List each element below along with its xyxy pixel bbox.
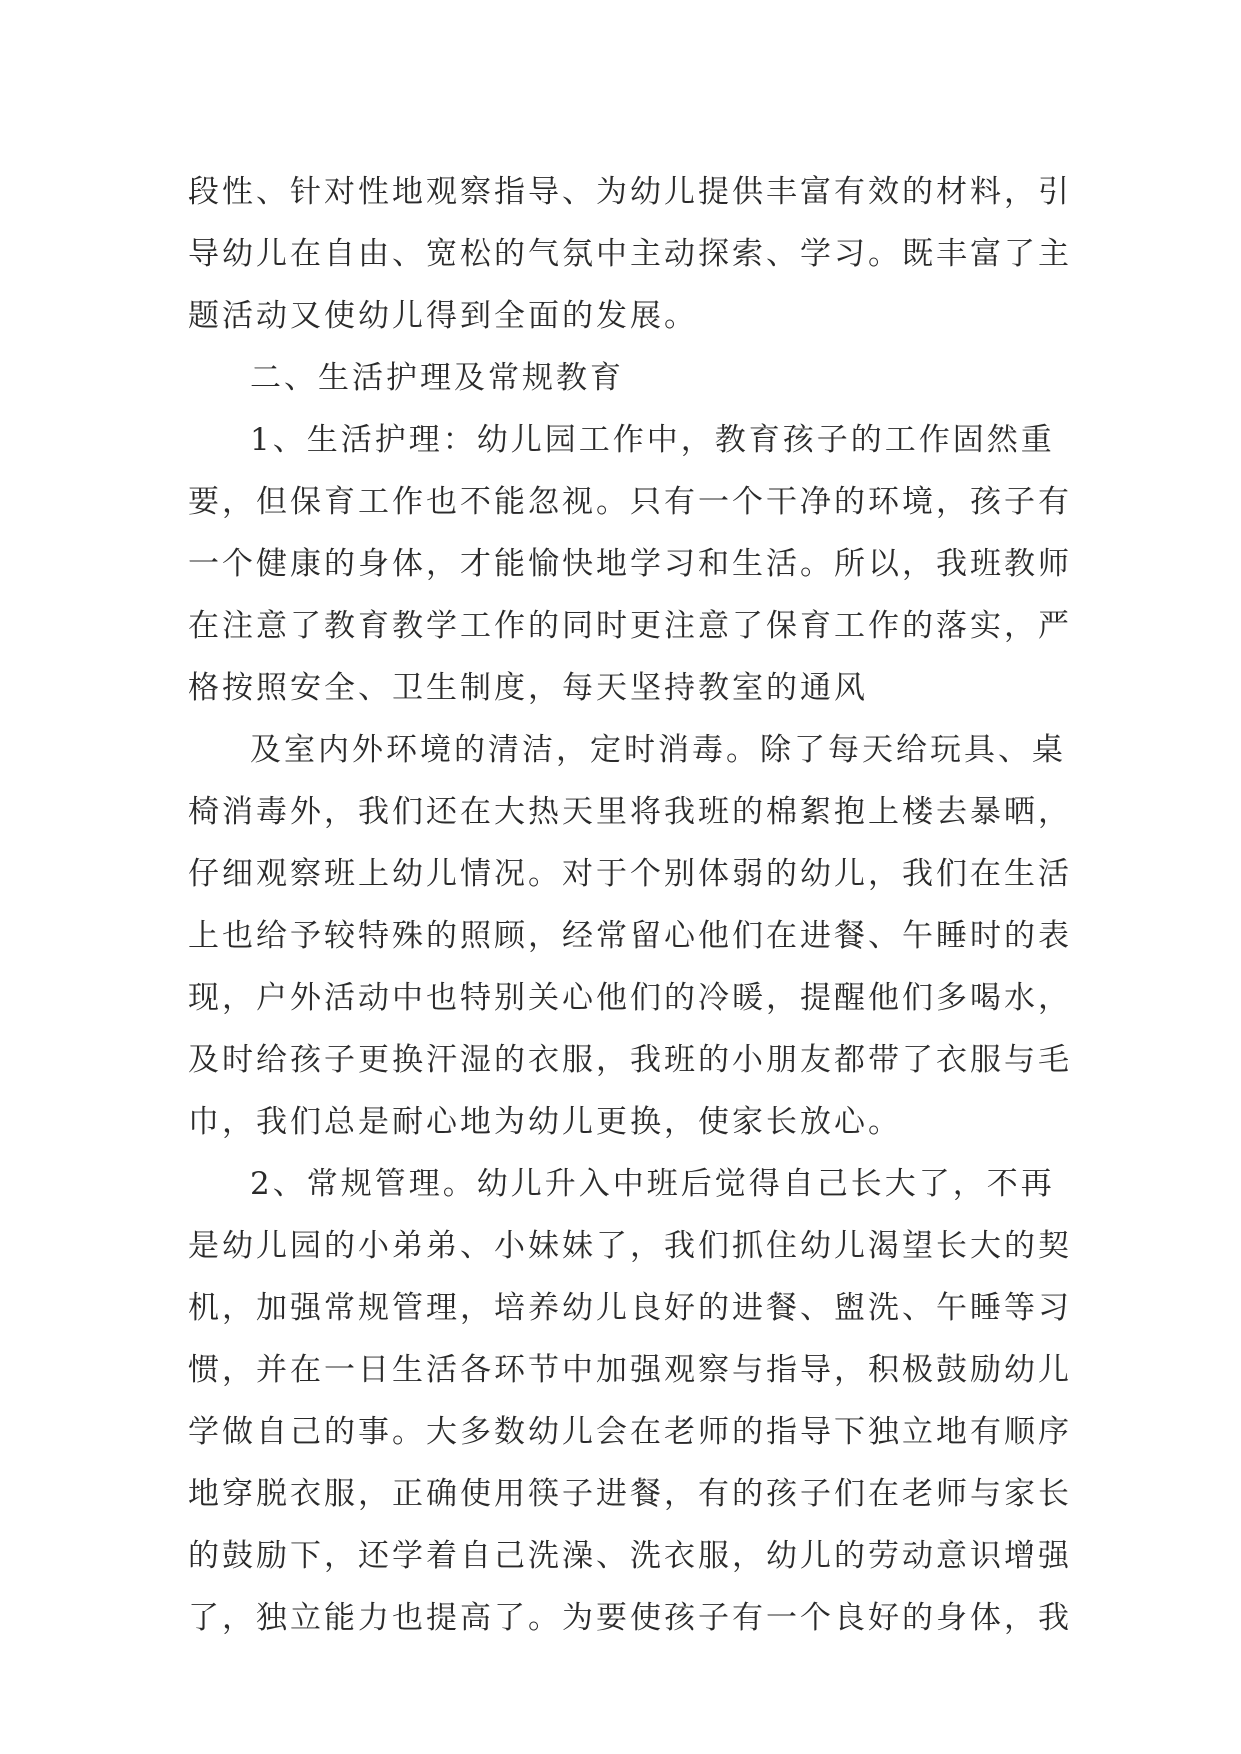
text-line: 是幼儿园的小弟弟、小妹妹了，我们抓住幼儿渴望长大的契 xyxy=(188,1228,1072,1264)
section-heading: 二、生活护理及常规教育 xyxy=(250,360,624,396)
text-line: 了，独立能力也提高了。为要使孩子有一个良好的身体，我 xyxy=(188,1600,1072,1636)
text-line: 及室内外环境的清洁，定时消毒。除了每天给玩具、桌 xyxy=(250,732,1066,768)
text-line: 的鼓励下，还学着自己洗澡、洗衣服，幼儿的劳动意识增强 xyxy=(188,1538,1072,1574)
text-line: 导幼儿在自由、宽松的气氛中主动探索、学习。既丰富了主 xyxy=(188,236,1072,272)
text-line: 段性、针对性地观察指导、为幼儿提供丰富有效的材料，引 xyxy=(188,174,1072,210)
text-line: 1、生活护理：幼儿园工作中，教育孩子的工作固然重 xyxy=(250,422,1055,458)
text-line: 巾，我们总是耐心地为幼儿更换，使家长放心。 xyxy=(188,1104,902,1140)
text-line: 惯，并在一日生活各环节中加强观察与指导，积极鼓励幼儿 xyxy=(188,1352,1072,1388)
text-line: 及时给孩子更换汗湿的衣服，我班的小朋友都带了衣服与毛 xyxy=(188,1042,1072,1078)
text-line: 题活动又使幼儿得到全面的发展。 xyxy=(188,298,698,334)
text-line: 要，但保育工作也不能忽视。只有一个干净的环境，孩子有 xyxy=(188,484,1072,520)
text-line: 仔细观察班上幼儿情况。对于个别体弱的幼儿，我们在生活 xyxy=(188,856,1072,892)
text-line: 上也给予较特殊的照顾，经常留心他们在进餐、午睡时的表 xyxy=(188,918,1072,954)
document-body xyxy=(188,161,1072,1649)
text-line: 现，户外活动中也特别关心他们的冷暖，提醒他们多喝水， xyxy=(188,980,1072,1016)
text-line: 格按照安全、卫生制度，每天坚持教室的通风 xyxy=(188,670,868,706)
text-line: 学做自己的事。大多数幼儿会在老师的指导下独立地有顺序 xyxy=(188,1414,1072,1450)
text-line: 机，加强常规管理，培养幼儿良好的进餐、盥洗、午睡等习 xyxy=(188,1290,1072,1326)
text-line: 2、常规管理。幼儿升入中班后觉得自己长大了，不再 xyxy=(250,1166,1055,1202)
text-line: 在注意了教育教学工作的同时更注意了保育工作的落实，严 xyxy=(188,608,1072,644)
text-line: 椅消毒外，我们还在大热天里将我班的棉絮抱上楼去暴晒， xyxy=(188,794,1072,830)
text-line: 地穿脱衣服，正确使用筷子进餐，有的孩子们在老师与家长 xyxy=(188,1476,1072,1512)
text-line: 一个健康的身体，才能愉快地学习和生活。所以，我班教师 xyxy=(188,546,1072,582)
